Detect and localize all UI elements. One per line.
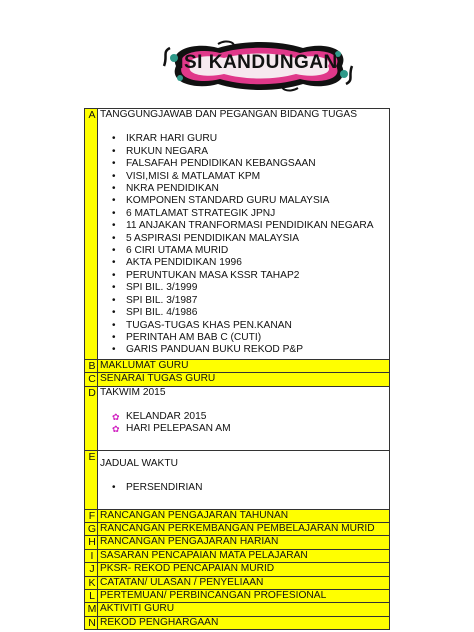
bullet-icon [112, 233, 116, 245]
page-title: ISI KANDUNGAN [178, 52, 338, 73]
section-content [98, 109, 390, 360]
section-letter: G [85, 522, 98, 535]
list-item: • 6 MATLAMAT STRATEGIK JPNJ [112, 208, 389, 220]
bullet-icon [112, 295, 116, 307]
table-row [85, 373, 390, 386]
bullet-icon [112, 220, 116, 232]
bullet-icon [112, 482, 116, 494]
list-item: • SPI BIL. 3/1999 [112, 282, 389, 294]
list-item: • SPI BIL. 3/1987 [112, 295, 389, 307]
section-content [98, 386, 390, 450]
bullet-icon [112, 183, 116, 195]
bullet-icon [112, 158, 116, 170]
list-item: • KOMPONEN STANDARD GURU MALAYSIA [112, 195, 389, 207]
section-item-list [100, 133, 389, 358]
section-title: JADUAL WAKTU [100, 457, 178, 469]
section-letter: N [85, 616, 98, 629]
section-title: PERTEMUAN/ PERBINCANGAN PROFESIONAL [98, 590, 390, 603]
list-item: • 5 ASPIRASI PENDIDIKAN MALAYSIA [112, 233, 389, 245]
list-item: • TUGAS-TUGAS KHAS PEN.KANAN [112, 320, 389, 332]
list-item: • SPI BIL. 4/1986 [112, 307, 389, 319]
section-title: SENARAI TUGAS GURU [98, 373, 390, 386]
table-row [85, 450, 390, 509]
bullet-icon [112, 171, 116, 183]
section-letter: C [85, 373, 98, 386]
section-title: TANGGUNGJAWAB DAN PEGANGAN BIDANG TUGAS [100, 109, 357, 120]
list-item: • GARIS PANDUAN BUKU REKOD P&P [112, 344, 389, 356]
section-letter: E [85, 450, 98, 509]
table-row [85, 563, 390, 576]
bullet-icon [112, 208, 116, 220]
section-title: TAKWIM 2015 [100, 386, 166, 398]
table-row [85, 109, 390, 360]
section-title: RANCANGAN PENGAJARAN HARIAN [98, 536, 390, 549]
bullet-icon [112, 195, 116, 207]
table-row [85, 590, 390, 603]
bullet-icon [112, 344, 116, 356]
bullet-icon [112, 282, 116, 294]
section-letter: J [85, 563, 98, 576]
list-item: • 6 CIRI UTAMA MURID [112, 245, 389, 257]
table-row [85, 616, 390, 629]
table-row [85, 509, 390, 522]
section-letter: H [85, 536, 98, 549]
section-title: RANCANGAN PERKEMBANGAN PEMBELAJARAN MURID [98, 522, 390, 535]
list-item: ✿ HARI PELEPASAN AM [112, 423, 389, 435]
flower-bullet-icon [112, 411, 120, 424]
bullet-icon [112, 245, 116, 257]
table-row [85, 386, 390, 450]
table-row [85, 522, 390, 535]
list-item: • 11 ANJAKAN TRANFORMASI PENDIDIKAN NEGARA [112, 220, 389, 232]
section-item-list [100, 411, 389, 438]
section-letter: L [85, 590, 98, 603]
list-item: • PERINTAH AM BAB C (CUTI) [112, 332, 389, 344]
flower-bullet-icon [112, 423, 120, 436]
table-row [85, 576, 390, 589]
list-item: • IKRAR HARI GURU [112, 133, 389, 145]
bullet-icon [112, 270, 116, 282]
contents-table [84, 108, 390, 630]
title-banner [158, 38, 358, 94]
bullet-icon [112, 320, 116, 332]
section-title: RANCANGAN PENGAJARAN TAHUNAN [98, 509, 390, 522]
bullet-icon [112, 332, 116, 344]
table-row [85, 603, 390, 616]
bullet-icon [112, 146, 116, 158]
list-item: • PERUNTUKAN MASA KSSR TAHAP2 [112, 270, 389, 282]
list-item: • AKTA PENDIDIKAN 1996 [112, 257, 389, 269]
table-row [85, 536, 390, 549]
list-item: • NKRA PENDIDIKAN [112, 183, 389, 195]
section-title: PKSR- REKOD PENCAPAIAN MURID [98, 563, 390, 576]
section-content [98, 450, 390, 509]
section-letter: M [85, 603, 98, 616]
section-title: SASARAN PENCAPAIAN MATA PELAJARAN [98, 549, 390, 562]
table-row [85, 549, 390, 562]
section-title: MAKLUMAT GURU [98, 359, 390, 372]
bullet-icon [112, 257, 116, 269]
section-letter: K [85, 576, 98, 589]
list-item: • FALSAFAH PENDIDIKAN KEBANGSAAN [112, 158, 389, 170]
bullet-icon [112, 307, 116, 319]
section-title: REKOD PENGHARGAAN [98, 616, 390, 629]
list-item: • RUKUN NEGARA [112, 146, 389, 158]
section-item-list [100, 482, 389, 496]
section-letter: D [85, 386, 98, 450]
list-item: • PERSENDIRIAN [112, 482, 389, 494]
section-letter: B [85, 359, 98, 372]
list-item: • VISI,MISI & MATLAMAT KPM [112, 171, 389, 183]
list-item: ✿ KELANDAR 2015 [112, 411, 389, 423]
section-title: CATATAN/ ULASAN / PENYELIAAN [98, 576, 390, 589]
section-title: AKTIVITI GURU [98, 603, 390, 616]
section-letter: A [85, 109, 98, 360]
bullet-icon [112, 133, 116, 145]
table-row [85, 359, 390, 372]
section-letter: F [85, 509, 98, 522]
section-letter: I [85, 549, 98, 562]
